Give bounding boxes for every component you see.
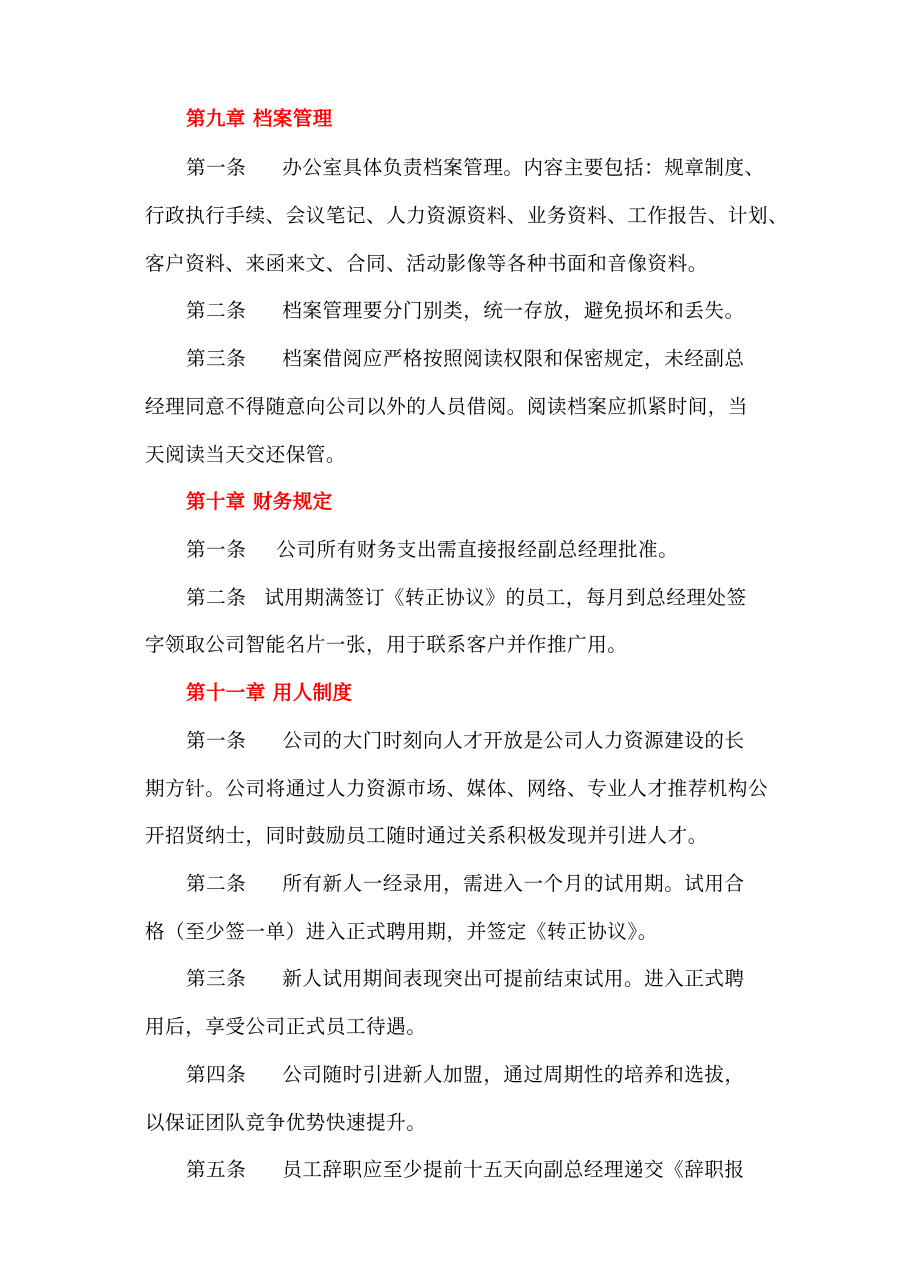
article-line: [186, 1063, 826, 1087]
article-line: 字领取公司智能名片一张，用于联系客户并作推广用。: [145, 633, 628, 656]
article-label: 第三条: [186, 967, 247, 990]
article-label: 第二条: [186, 299, 247, 322]
article-line: [186, 299, 826, 323]
article-text: 所有新人一经录用，需进入一个月的试用期。试用合: [282, 872, 745, 895]
article-text: 公司的大门时刻向人才开放是公司人力资源建设的长: [282, 729, 745, 752]
article-line: 格（至少签一单）进入正式聘用期，并签定《转正协议》。: [145, 920, 658, 943]
article-label: 第三条: [186, 347, 247, 370]
article-line: 客户资料、来函来文、合同、活动影像等各种书面和音像资料。: [145, 252, 708, 275]
article-line: 行政执行手续、会议笔记、人力资源资料、业务资料、工作报告、计划、: [145, 204, 789, 227]
article-label: 第四条: [186, 1063, 247, 1086]
article-label: 第二条: [186, 586, 247, 609]
article-label: 第二条: [186, 872, 247, 895]
article-line: [186, 872, 826, 896]
article-line: [186, 586, 826, 610]
article-label: 第一条: [186, 156, 247, 179]
article-text: 档案管理要分门别类，统一存放，避免损坏和丢失。: [282, 299, 745, 322]
article-line: [186, 156, 826, 180]
article-line: [186, 538, 826, 562]
article-line: 经理同意不得随意向公司以外的人员借阅。阅读档案应抓紧时间，当: [145, 395, 749, 418]
article-text: 员工辞职应至少提前十五天向副总经理递交《辞职报: [282, 1158, 745, 1181]
article-text: 试用期满签订《转正协议》的员工，每月到总经理处签: [264, 586, 747, 609]
chapter-heading: 第十一章 用人制度: [186, 681, 353, 704]
article-line: 用后，享受公司正式员工待遇。: [145, 1015, 427, 1038]
article-line: [186, 347, 826, 371]
chapter-heading: 第九章 档案管理: [186, 107, 333, 130]
chapter-heading: 第十章 财务规定: [186, 490, 333, 513]
article-line: [186, 967, 826, 991]
article-line: [186, 1158, 826, 1182]
article-text: 新人试用期间表现突出可提前结束试用。进入正式聘: [282, 967, 745, 990]
article-text: 公司随时引进新人加盟，通过周期性的培养和选拔，: [282, 1063, 745, 1086]
article-line: 以保证团队竞争优势快速提升。: [145, 1111, 427, 1134]
article-text: 办公室具体负责档案管理。内容主要包括：规章制度、: [282, 156, 765, 179]
article-label: 第五条: [186, 1158, 247, 1181]
article-label: 第一条: [186, 729, 247, 752]
article-line: 开招贤纳士，同时鼓励员工随时通过关系积极发现并引进人才。: [145, 824, 708, 847]
article-text: 公司所有财务支出需直接报经副总经理批准。: [276, 538, 679, 561]
article-line: [186, 729, 826, 753]
article-line: 期方针。公司将通过人力资源市场、媒体、网络、专业人才推荐机构公: [145, 777, 769, 800]
article-line: 天阅读当天交还保管。: [145, 443, 347, 466]
article-label: 第一条: [186, 538, 247, 561]
article-text: 档案借阅应严格按照阅读权限和保密规定，未经副总: [282, 347, 745, 370]
